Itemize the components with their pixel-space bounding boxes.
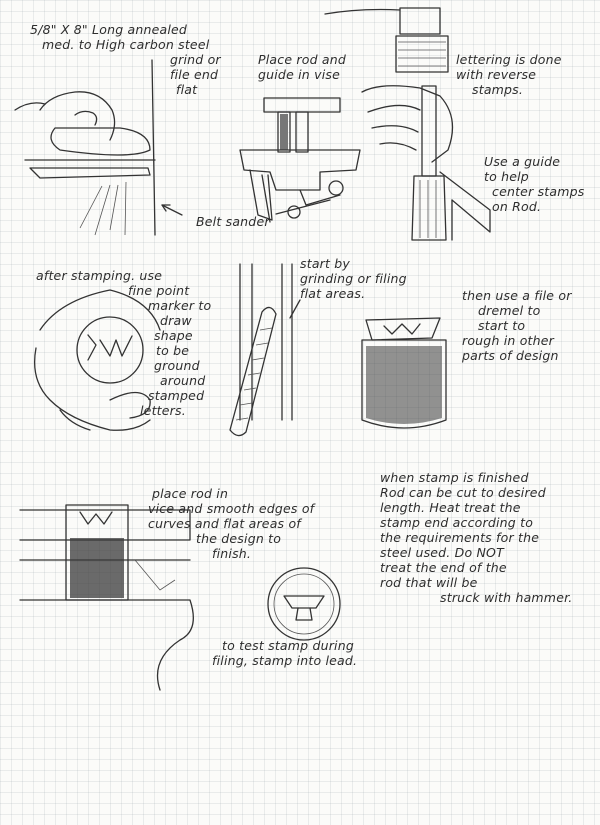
step9-line5: the requirements for the [380, 530, 540, 545]
step3-line2: with reverse [456, 67, 537, 82]
step1-line5: flat [176, 82, 198, 97]
step3-line1: lettering is done [456, 52, 562, 67]
step9-line3: length. Heat treat the [380, 500, 521, 515]
step10-line2: filing, stamp into lead. [212, 653, 358, 668]
step4-line4: on Rod. [492, 199, 542, 214]
step8-line2: vice and smooth edges of [148, 501, 315, 516]
step1-line3: grind or [170, 52, 221, 67]
step5-line7: ground [154, 358, 200, 373]
step9-line6: steel used. Do NOT [380, 545, 504, 560]
step3-line3: stamps. [472, 82, 524, 97]
step5-line8: around [160, 373, 206, 388]
vise-sketch [240, 98, 360, 222]
step7-line4: rough in other [462, 333, 555, 348]
step10-note [212, 638, 357, 668]
step9-line4: stamp end according to [380, 515, 534, 530]
step5-line6: to be [156, 343, 190, 358]
step8-line4: the design to [196, 531, 282, 546]
step6-line3: flat areas. [300, 286, 366, 301]
lead-test-sketch [268, 568, 340, 640]
step2-line2: guide in vise [258, 67, 340, 82]
step6-line2: grinding or filing [300, 271, 407, 286]
step9-line9: struck with hammer. [440, 590, 573, 605]
step3-note [456, 52, 562, 97]
step8-line1: place rod in [152, 486, 229, 501]
step1-fraction: 5/8 [30, 22, 51, 37]
step4-line1: Use a guide [484, 154, 561, 169]
step7-line3: start to [478, 318, 526, 333]
step9-note [380, 470, 572, 605]
step5-line5: shape [154, 328, 193, 343]
step1-note [30, 22, 240, 97]
step5-note [36, 268, 211, 418]
rod-sketch [230, 264, 300, 436]
step5-line3: marker to [148, 298, 212, 313]
step9-line1: when stamp is finished [380, 470, 529, 485]
stamping-sketch [325, 8, 490, 240]
step6-line1: start by [300, 256, 351, 271]
step8-line3: curves and flat areas of [148, 516, 301, 531]
step5-line4: draw [160, 313, 192, 328]
step1-line2: med. to High carbon steel [42, 37, 210, 52]
step2-line1: Place rod and [258, 52, 347, 67]
step5-line10: letters. [140, 403, 186, 418]
belt-sander-label: Belt sander [196, 214, 270, 229]
step9-line8: rod that will be [380, 575, 478, 590]
step7-line1: then use a file or [462, 288, 572, 303]
step1-line4: file end [170, 67, 219, 82]
step8-note [148, 486, 314, 561]
step7-line2: dremel to [478, 303, 541, 318]
step1-line1: " X 8" Long annealed [50, 22, 188, 37]
step4-line3: center stamps [492, 184, 585, 199]
step5-line9: stamped [148, 388, 205, 403]
rough-in-sketch [362, 318, 446, 428]
step7-line5: parts of design [462, 348, 559, 363]
step9-line7: treat the end of the [380, 560, 507, 575]
step8-line5: finish. [212, 546, 252, 561]
step5-line1: after stamping. use [36, 268, 163, 283]
step4-line2: to help [484, 169, 529, 184]
step10-line1: to test stamp during [222, 638, 354, 653]
step2-note [258, 52, 346, 82]
step9-line2: Rod can be cut to desired [380, 485, 546, 500]
step6-note [300, 256, 407, 301]
step5-line2: fine point [128, 283, 190, 298]
step4-note [484, 154, 585, 214]
step7-note [462, 288, 572, 363]
